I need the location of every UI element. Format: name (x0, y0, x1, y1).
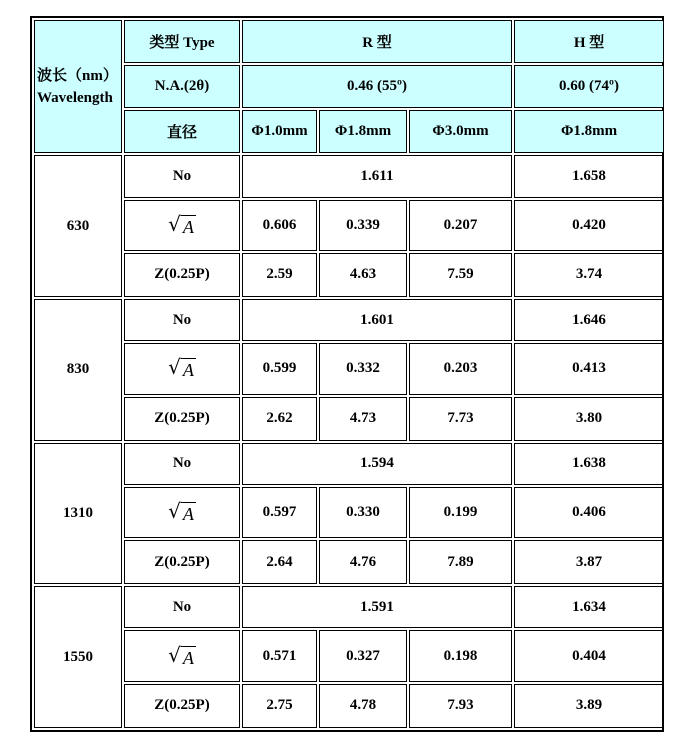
sqrt-a-value: 0.198 (409, 630, 512, 681)
sqrt-a-value: 0.199 (409, 487, 512, 538)
sqrt-a-label: A (182, 503, 194, 524)
z-value: 2.62 (242, 397, 317, 441)
sqrt-a-value: 0.339 (319, 200, 407, 251)
na-label: N.A.(2θ) (124, 65, 240, 108)
z-value: 4.78 (319, 684, 407, 728)
wavelength-label: 波长（nm） (37, 67, 118, 84)
label-z: Z(0.25P) (124, 253, 240, 297)
z-value: 2.75 (242, 684, 317, 728)
z-value: 3.80 (514, 397, 664, 441)
no-r-value: 1.594 (242, 443, 512, 485)
radical-icon: √ (168, 211, 181, 236)
no-r-value: 1.591 (242, 586, 512, 628)
label-z: Z(0.25P) (124, 684, 240, 728)
radical-icon: √ (168, 498, 181, 523)
h-type-header: H 型 (514, 20, 664, 63)
sqrt-a-value: 0.599 (242, 343, 317, 394)
sqrt-a-symbol (168, 213, 196, 238)
z-value: 7.93 (409, 684, 512, 728)
no-r-value: 1.601 (242, 299, 512, 341)
h-na-value: 0.60 (74º) (514, 65, 664, 108)
sqrt-a-label: A (182, 216, 194, 237)
sqrt-a-value: 0.404 (514, 630, 664, 681)
diameter-r-3: Φ3.0mm (409, 110, 512, 153)
sqrt-a-symbol (168, 356, 196, 381)
label-no: No (124, 155, 240, 197)
diameter-h: Φ1.8mm (514, 110, 664, 153)
label-z: Z(0.25P) (124, 397, 240, 441)
no-h-value: 1.634 (514, 586, 664, 628)
wavelength-value: 630 (34, 155, 122, 297)
z-value: 4.63 (319, 253, 407, 297)
diameter-label: 直径 (124, 110, 240, 153)
z-value: 2.59 (242, 253, 317, 297)
radical-icon: √ (168, 642, 181, 667)
label-sqrt-a (124, 200, 240, 251)
wavelength-value: 1550 (34, 586, 122, 728)
sqrt-a-value: 0.571 (242, 630, 317, 681)
sqrt-a-value: 0.406 (514, 487, 664, 538)
diameter-r-2: Φ1.8mm (319, 110, 407, 153)
label-sqrt-a (124, 630, 240, 681)
label-no: No (124, 443, 240, 485)
diameter-r-1: Φ1.0mm (242, 110, 317, 153)
radical-icon: √ (168, 355, 181, 380)
label-sqrt-a (124, 487, 240, 538)
label-no: No (124, 299, 240, 341)
sqrt-a-value: 0.330 (319, 487, 407, 538)
z-value: 3.74 (514, 253, 664, 297)
sqrt-a-value: 0.597 (242, 487, 317, 538)
sqrt-a-symbol (168, 644, 196, 669)
sqrt-a-value: 0.420 (514, 200, 664, 251)
z-value: 2.64 (242, 540, 317, 584)
z-value: 7.73 (409, 397, 512, 441)
z-value: 3.89 (514, 684, 664, 728)
z-value: 4.73 (319, 397, 407, 441)
wavelength-value: 1310 (34, 443, 122, 585)
label-z: Z(0.25P) (124, 540, 240, 584)
sqrt-a-value: 0.207 (409, 200, 512, 251)
sqrt-a-label: A (182, 647, 194, 668)
no-h-value: 1.658 (514, 155, 664, 197)
sqrt-a-symbol (168, 500, 196, 525)
r-na-value: 0.46 (55º) (242, 65, 512, 108)
r-type-header: R 型 (242, 20, 512, 63)
wavelength-label-en: Wavelength (37, 89, 113, 106)
no-h-value: 1.646 (514, 299, 664, 341)
no-h-value: 1.638 (514, 443, 664, 485)
sqrt-a-value: 0.332 (319, 343, 407, 394)
z-value: 7.89 (409, 540, 512, 584)
sqrt-a-value: 0.606 (242, 200, 317, 251)
z-value: 4.76 (319, 540, 407, 584)
label-no: No (124, 586, 240, 628)
sqrt-a-value: 0.327 (319, 630, 407, 681)
wavelength-header (34, 20, 122, 153)
sqrt-a-value: 0.203 (409, 343, 512, 394)
spec-table-frame (30, 16, 664, 732)
sqrt-a-value: 0.413 (514, 343, 664, 394)
z-value: 3.87 (514, 540, 664, 584)
wavelength-value: 830 (34, 299, 122, 441)
z-value: 7.59 (409, 253, 512, 297)
type-label: 类型 Type (124, 20, 240, 63)
lens-spec-table (32, 18, 666, 730)
label-sqrt-a (124, 343, 240, 394)
sqrt-a-label: A (182, 360, 194, 381)
no-r-value: 1.611 (242, 155, 512, 197)
